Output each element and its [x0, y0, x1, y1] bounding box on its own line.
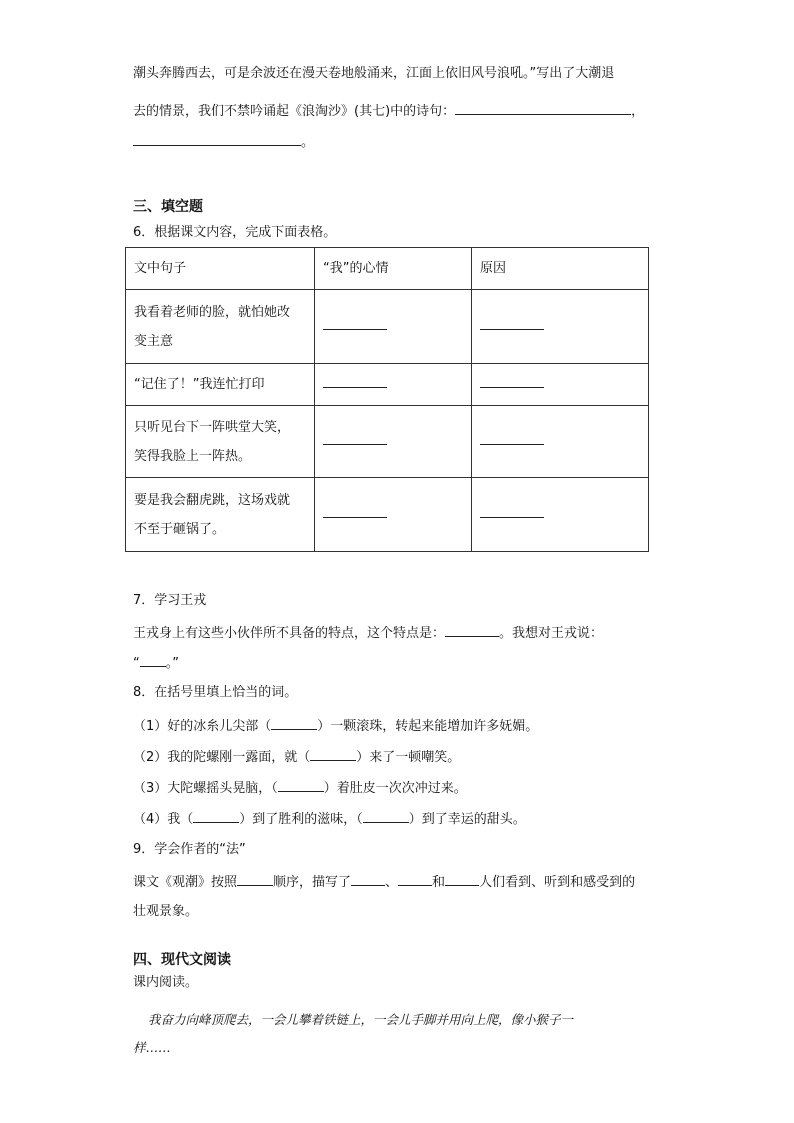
passage-line-1: 我奋力向峰顶爬去，一会儿攀着铁链上，一会儿手脚并用向上爬，像小猴子一: [148, 1012, 574, 1027]
q9-line-2: 壮观景象。: [133, 904, 199, 919]
mood-blank[interactable]: [323, 503, 387, 518]
reason-blank[interactable]: [480, 503, 544, 518]
intro-line-2-text: 去的情景，我们不禁吟诵起《浪淘沙》(其七)中的诗句：: [133, 104, 456, 119]
q8-item: [133, 808, 526, 830]
q8-title: 8．在括号里填上恰当的词。: [133, 685, 298, 700]
q6-table: [125, 247, 649, 552]
q8-item-text: ）来了一顿嘲笑。: [356, 750, 461, 765]
q9-title: 9．学会作者的“法”: [133, 842, 246, 857]
mood-cell[interactable]: [315, 364, 472, 406]
q8-item: [133, 746, 460, 768]
section-4-sub: 课内阅读。: [133, 975, 199, 990]
q9-text: 和: [432, 875, 446, 890]
comma: ，: [631, 104, 645, 119]
q8-item: [133, 715, 538, 737]
mood-cell[interactable]: [315, 406, 472, 478]
header-mood: “我”的心情: [315, 248, 472, 290]
q9-line-1: [133, 871, 635, 893]
poem-blank-1[interactable]: [455, 100, 631, 115]
order-blank[interactable]: [237, 871, 273, 886]
stage-blank-3[interactable]: [445, 871, 479, 886]
passage-line-2: 样……: [133, 1040, 171, 1055]
reason-cell[interactable]: [472, 290, 649, 364]
open-quote: “: [133, 656, 140, 671]
table-header-row: [126, 248, 649, 290]
word-blank[interactable]: [278, 777, 324, 792]
intro-line-2: [133, 100, 644, 122]
sentence-line: 笑得我脸上一阵热。: [134, 448, 252, 464]
row-sentence: [126, 290, 315, 364]
reason-blank[interactable]: [480, 430, 544, 445]
table-row: [126, 364, 649, 406]
reason-cell[interactable]: [472, 406, 649, 478]
q9-text: 顺序，描写了: [273, 875, 352, 890]
sentence-line: 我看着老师的脸，就怕她改: [134, 304, 291, 320]
q8-item-text: （3）大陀螺摇头晃脑，（: [133, 781, 278, 796]
message-blank[interactable]: [140, 652, 166, 667]
table-row: [126, 290, 649, 364]
word-blank[interactable]: [193, 808, 239, 823]
row-sentence: [126, 478, 315, 552]
intro-line-1: 潮头奔腾西去，可是余波还在漫天卷地般涌来，江面上依旧风号浪吼。”写出了大潮退: [133, 66, 615, 81]
trait-blank[interactable]: [445, 622, 499, 637]
reason-cell[interactable]: [472, 364, 649, 406]
q9-text: 人们看到、听到和感受到的: [479, 875, 636, 890]
reason-blank[interactable]: [480, 315, 544, 330]
stage-blank-1[interactable]: [351, 871, 385, 886]
word-blank[interactable]: [310, 746, 356, 761]
sentence-line: 只听见台下一阵哄堂大笑，: [134, 419, 291, 435]
section-3-title: 三、填空题: [133, 199, 203, 215]
sentence-line: 变主意: [134, 333, 174, 349]
q9-text: 、: [385, 875, 399, 890]
section-4-title: 四、现代文阅读: [133, 952, 231, 968]
sentence-line: 要是我会翻虎跳，这场戏就: [134, 492, 291, 508]
table-row: [126, 478, 649, 552]
reason-blank[interactable]: [480, 373, 544, 388]
q7-line-1: [133, 622, 603, 644]
mood-blank[interactable]: [323, 430, 387, 445]
period: 。: [301, 135, 315, 150]
q8-item-text: ）着肚皮一次次冲过来。: [323, 781, 467, 796]
intro-line-3: [133, 131, 314, 153]
q7-text-a: 王戎身上有这些小伙伴所不具备的特点，这个特点是：: [133, 626, 446, 641]
q7-text-b: 。我想对王戎说：: [499, 626, 604, 641]
word-blank[interactable]: [271, 715, 317, 730]
close-quote: 。”: [165, 656, 179, 671]
word-blank[interactable]: [363, 808, 409, 823]
mood-blank[interactable]: [323, 373, 387, 388]
q8-item-text: （2）我的陀螺刚一露面，就（: [133, 750, 311, 765]
q8-item-text: （1）好的冰糸儿尖部（: [133, 719, 272, 734]
header-reason: 原因: [472, 248, 649, 290]
sentence-line: “记住了！”我连忙打印: [134, 377, 265, 392]
reason-cell[interactable]: [472, 478, 649, 552]
mood-cell[interactable]: [315, 290, 472, 364]
q7-title: 7．学习王戎: [133, 593, 207, 608]
q7-line-2: [133, 652, 179, 674]
header-sentence: 文中句子: [126, 248, 315, 290]
stage-blank-2[interactable]: [398, 871, 432, 886]
q8-item-text: （4）我（: [133, 812, 194, 827]
q6-prompt: 6．根据课文内容，完成下面表格。: [133, 225, 337, 240]
row-sentence: [126, 364, 315, 406]
q8-item-text: ）到了幸运的甜头。: [408, 812, 526, 827]
mood-blank[interactable]: [323, 315, 387, 330]
sentence-line: 不至于砸锅了。: [134, 521, 226, 537]
mood-cell[interactable]: [315, 478, 472, 552]
q8-item-text: ）一颗滚珠，转起来能增加许多妩媚。: [317, 719, 539, 734]
q8-item-text: ）到了胜利的滋味，（: [239, 812, 363, 827]
row-sentence: [126, 406, 315, 478]
q8-item: [133, 777, 467, 799]
table-row: [126, 406, 649, 478]
poem-blank-2[interactable]: [133, 131, 301, 146]
q9-text: 课文《观潮》按照: [133, 875, 238, 890]
